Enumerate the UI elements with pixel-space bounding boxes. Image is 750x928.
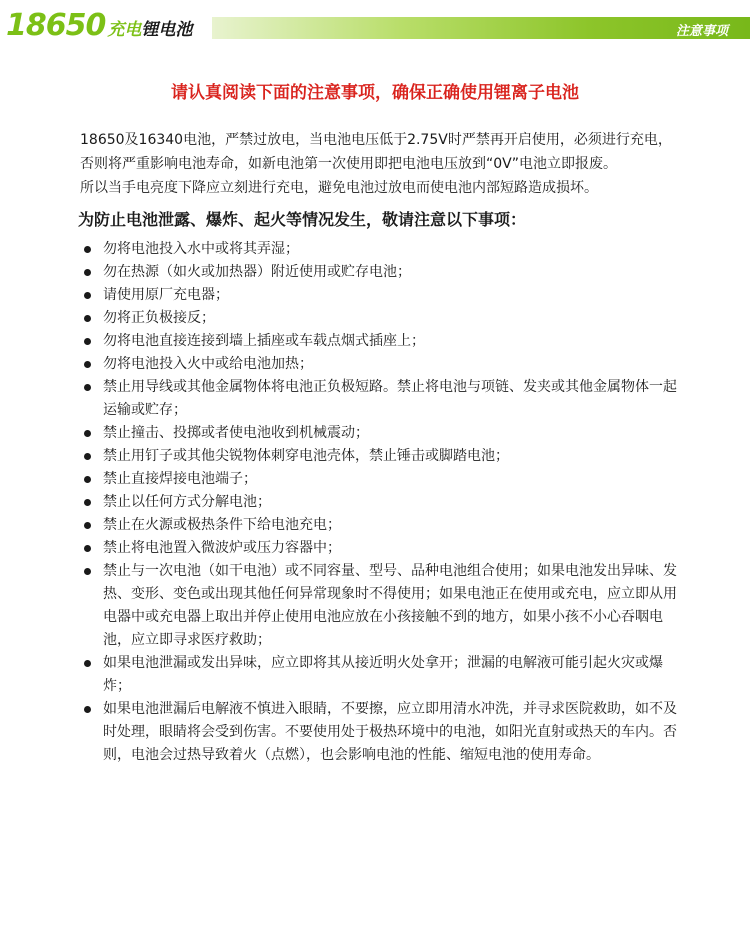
bullet-icon — [84, 476, 91, 483]
rule-text: 请使用原厂充电器； — [103, 287, 229, 303]
warning-heading: 为防止电池泄露、爆炸、起火等情况发生，敬请注意以下事项： — [78, 210, 527, 229]
safety-rules-list — [80, 238, 680, 767]
list-item — [80, 422, 680, 445]
brand-battery-text: 锂电池 — [141, 20, 193, 40]
rule-text: 禁止将电池置入微波炉或压力容器中； — [103, 540, 341, 556]
intro-paragraph: 18650及16340电池，严禁过放电，当电池电压低于2.75V时严禁再开启使用，必须进行充电，否则将严重影响电池寿命，如新电池第一次使用即把电池电压放到“0V”电池立即报废。 — [80, 132, 672, 172]
bullet-icon — [84, 522, 91, 529]
rule-text: 如果电池泄漏后电解液不慎进入眼睛，不要擦，应立即用清水冲洗，并寻求医院救助，如不及时处理，眼睛将会受到伤害。不要使用处于极热环境中的电池，如阳光直射或热天的车内。否则，电池会过热导致着火（点燃），也会影响电池的性能、缩短电池的使用寿命。 — [103, 701, 677, 763]
rule-text: 禁止撞击、投掷或者使电池收到机械震动； — [103, 425, 369, 441]
bullet-icon — [84, 292, 91, 299]
notice-title: 请认真阅读下面的注意事项，确保正确使用锂离子电池 — [171, 83, 579, 103]
main-content — [80, 128, 680, 767]
list-item — [80, 491, 680, 514]
rule-text: 勿将电池投入水中或将其弄湿； — [103, 241, 299, 257]
list-item — [80, 376, 680, 422]
list-item — [80, 698, 680, 767]
rule-text: 禁止在火源或极热条件下给电池充电； — [103, 517, 341, 533]
list-item — [80, 560, 680, 652]
list-item — [80, 353, 680, 376]
list-item — [80, 284, 680, 307]
bullet-icon — [84, 361, 91, 368]
bullet-icon — [84, 660, 91, 667]
page-header — [0, 0, 750, 56]
bullet-icon — [84, 430, 91, 437]
bullet-icon — [84, 453, 91, 460]
rule-text: 禁止用钉子或其他尖锐物体刺穿电池壳体，禁止锤击或脚踏电池； — [103, 448, 509, 464]
bullet-icon — [84, 545, 91, 552]
list-item — [80, 330, 680, 353]
list-item — [80, 468, 680, 491]
list-item — [80, 537, 680, 560]
bullet-icon — [84, 315, 91, 322]
list-item — [80, 261, 680, 284]
brand-charge-text: 充电 — [107, 20, 142, 40]
rule-text: 勿将电池投入火中或给电池加热； — [103, 356, 313, 372]
bullet-icon — [84, 706, 91, 713]
list-item — [80, 514, 680, 537]
brand-number: 18650 — [6, 8, 106, 43]
bullet-icon — [84, 499, 91, 506]
bullet-icon — [84, 338, 91, 345]
rule-text: 禁止与一次电池（如干电池）或不同容量、型号、品种电池组合使用；如果电池发出异味、发热、变形、变色或出现其他任何异常现象时不得使用；如果电池正在使用或充电，应立即从用电器中或充电器上取出并停止使用电池应放在小孩接触不到的地方，如果小孩不小心吞咽电池，应立即寻求医疗救助； — [103, 563, 677, 648]
list-item — [80, 238, 680, 261]
header-gradient-bar — [212, 17, 750, 39]
bullet-icon — [84, 269, 91, 276]
list-item — [80, 307, 680, 330]
brand-logo — [6, 8, 192, 43]
bullet-icon — [84, 568, 91, 575]
rule-text: 勿将正负极接反； — [103, 310, 215, 326]
bullet-icon — [84, 246, 91, 253]
section-tag: 注意事项 — [675, 24, 728, 39]
rule-text: 勿在热源（如火或加热器）附近使用或贮存电池； — [103, 264, 411, 280]
rule-text: 如果电池泄漏或发出异味，应立即将其从接近明火处拿开；泄漏的电解液可能引起火灾或爆炸； — [103, 655, 663, 694]
rule-text: 勿将电池直接连接到墙上插座或车载点烟式插座上； — [103, 333, 425, 349]
list-item — [80, 652, 680, 698]
list-item — [80, 445, 680, 468]
rule-text: 禁止直接焊接电池端子； — [103, 471, 257, 487]
rule-text: 禁止用导线或其他金属物体将电池正负极短路。禁止将电池与项链、发夹或其他金属物体一起运输或贮存； — [103, 379, 677, 418]
bullet-icon — [84, 384, 91, 391]
rule-text: 禁止以任何方式分解电池； — [103, 494, 271, 510]
intro-paragraph: 所以当手电亮度下降应立刻进行充电，避免电池过放电而使电池内部短路造成损坏。 — [80, 180, 598, 196]
